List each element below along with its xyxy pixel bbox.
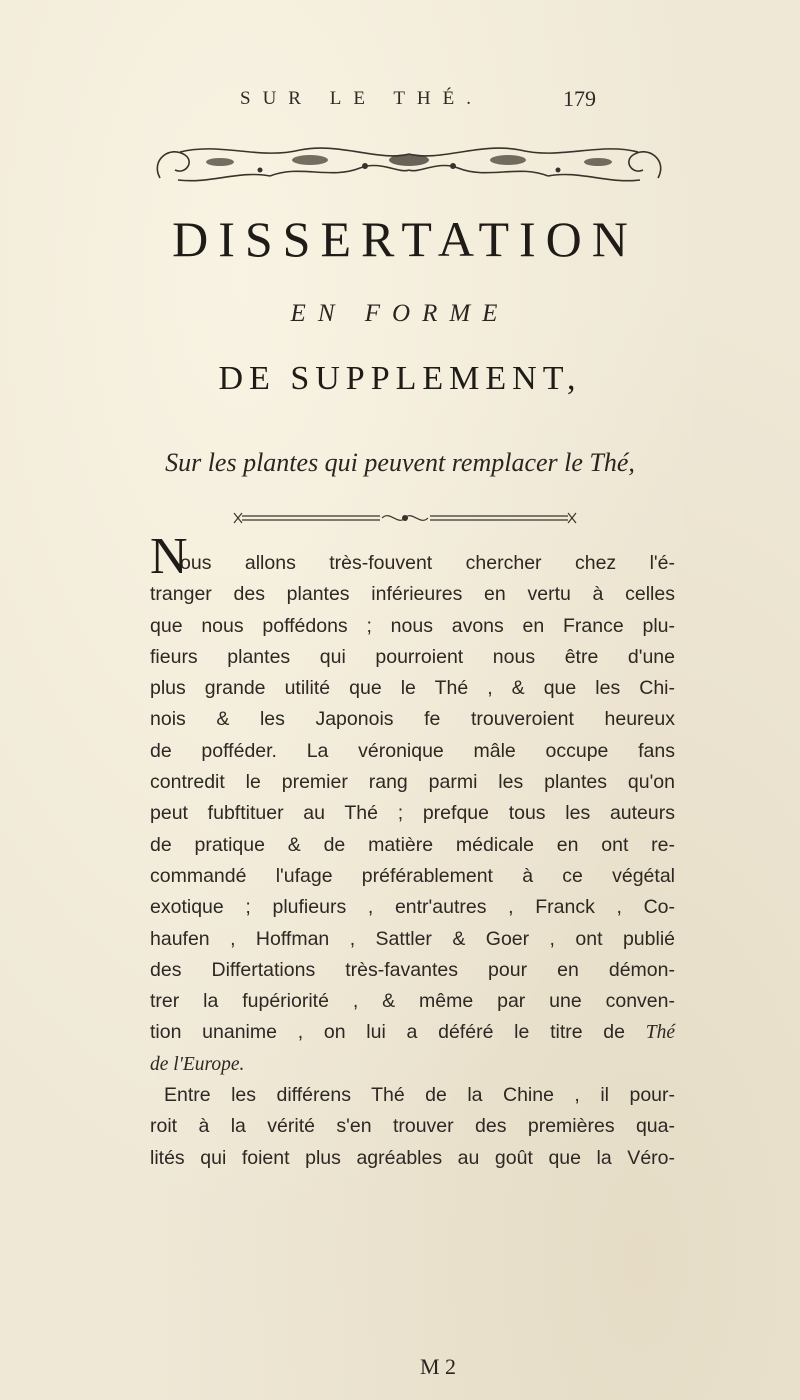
text-line-italic: de l'Europe.	[150, 1053, 245, 1075]
running-head-title: SUR LE THÉ.	[240, 88, 484, 109]
text-line: peut fubftituer au Thé ; prefque tous les auteurs	[150, 802, 675, 825]
text-line-content: tion unanime , on lui a déféré le titre de	[150, 1021, 625, 1044]
text-line: de pratique & de matière médicale en ont re-	[150, 833, 675, 856]
text-line: de pofféder. La véronique mâle occupe fans	[150, 739, 675, 762]
text-line: nois & les Japonois fe trouveroient heureux	[150, 708, 675, 731]
ornamental-headpiece	[150, 140, 668, 190]
text-line: lités qui foient plus agréables au goût que la Véro-	[150, 1146, 675, 1169]
body-text	[150, 528, 675, 1174]
text-line: Entre les différens Thé de la Chine , il pour-	[164, 1084, 675, 1107]
text-line: plus grande utilité que le Thé , & que les Chi-	[150, 677, 675, 700]
text-line: tranger des plantes inférieures en vertu à celles	[150, 583, 675, 606]
drop-cap: N	[150, 528, 188, 585]
running-head	[0, 80, 800, 120]
text-line: contredit le premier rang parmi les plantes qu'on	[150, 771, 675, 794]
ornamental-rule	[230, 508, 580, 528]
text-line: haufen , Hoffman , Sattler & Goer , ont publié	[150, 927, 675, 950]
text-line: des Differtations très-favantes pour en démon-	[150, 958, 675, 981]
title-en-forme: EN FORME	[290, 300, 510, 327]
text-line	[150, 528, 675, 585]
text-line: fieurs plantes qui pourroient nous être d'une	[150, 645, 675, 668]
text-line: que nous poffédons ; nous avons en France plu-	[150, 614, 675, 637]
title-dissertation: DISSERTATION	[172, 211, 638, 267]
text-line: commandé l'ufage préférablement à ce végétal	[150, 864, 675, 887]
text-line-content: ous allons très-fouvent chercher chez l'é-	[180, 552, 675, 574]
page-number: 179	[563, 86, 596, 111]
text-line: exotique ; plufieurs , entr'autres , Franck , Co-	[150, 896, 675, 919]
signature-mark: M 2	[420, 1354, 457, 1379]
italic-term: Thé	[645, 1022, 675, 1044]
title-subtitle: Sur les plantes qui peuvent remplacer le Thé,	[165, 448, 635, 477]
title-de-supplement: DE SUPPLEMENT,	[218, 360, 582, 397]
text-line	[150, 1017, 675, 1048]
text-line: trer la fupériorité , & même par une conven-	[150, 990, 675, 1013]
text-line: roit à la vérité s'en trouver des premières qua-	[150, 1115, 675, 1138]
